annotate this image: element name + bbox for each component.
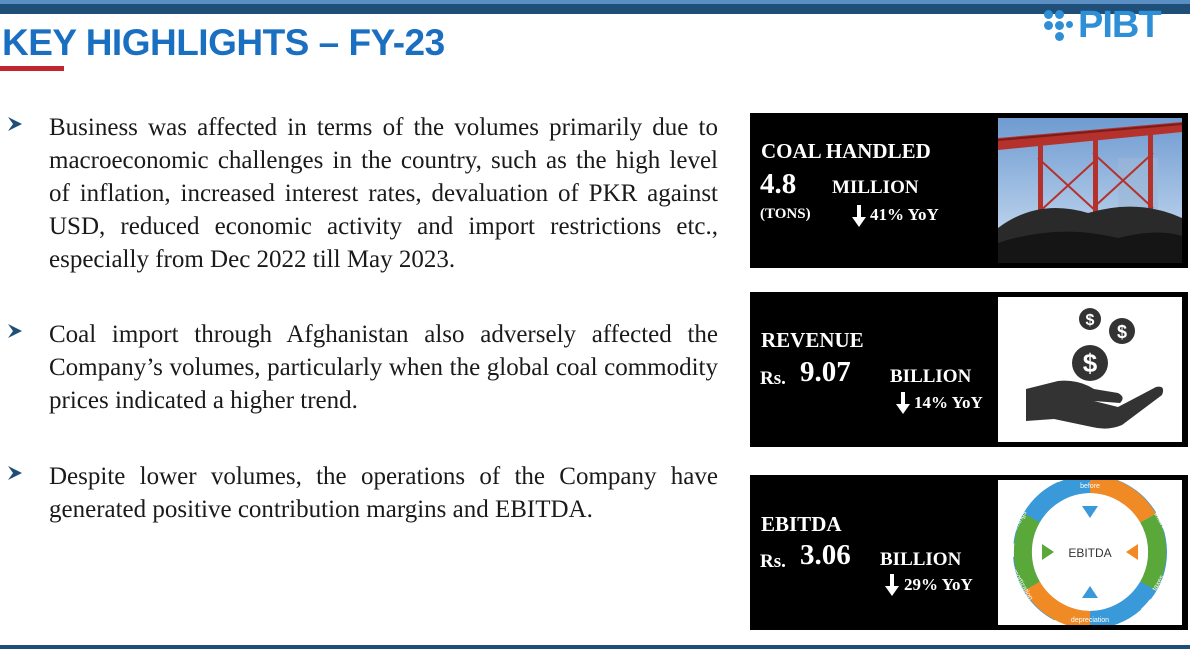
card-prefix: Rs. xyxy=(760,551,786,572)
down-arrow-icon xyxy=(852,205,866,227)
revenue-card xyxy=(750,292,1188,447)
hand-holding-money-icon xyxy=(998,297,1182,442)
diagram-segment-label: depreciation xyxy=(1070,617,1110,624)
card-label: EBITDA xyxy=(761,512,842,536)
bullet-text: Business was affected in terms of the volumes primarily due to macroeconomic challenges in the country, such as the high level of inflation, increased interest rates, devaluation of PKR against USD, reduced economic activity and import restrictions etc., especially from Dec 2022 till May 2023. xyxy=(49,114,718,273)
ebitda-cycle-diagram xyxy=(998,480,1182,625)
arrow-bullet-icon xyxy=(6,115,24,133)
diagram-segment-label: before xyxy=(1080,483,1100,490)
diagram-segment-label: earnings xyxy=(1008,509,1029,537)
coal-conveyor-photo xyxy=(998,118,1182,263)
arrow-bullet-icon xyxy=(6,322,24,340)
down-arrow-icon xyxy=(896,392,910,414)
card-label: COAL HANDLED xyxy=(761,139,931,163)
arrow-bullet-icon xyxy=(6,464,24,482)
card-prefix: Rs. xyxy=(760,368,786,389)
logo-mark-icon xyxy=(1044,8,1074,42)
card-value: 4.8 xyxy=(760,168,797,200)
bullet-text: Coal import through Afghanistan also adversely affected the Company’s volumes, particularly when the global coal commodity prices indicated a higher trend. xyxy=(49,321,718,414)
card-label: REVENUE xyxy=(761,328,864,352)
diagram-segment-label: amortization xyxy=(1008,564,1034,602)
top-accent-stripe xyxy=(0,0,1190,4)
diagram-center-label: EBITDA xyxy=(1068,546,1112,560)
card-unit: BILLION xyxy=(890,366,972,387)
page-title: KEY HIGHLIGHTS – FY-23 xyxy=(2,22,445,63)
ebitda-card xyxy=(750,475,1188,630)
down-arrow-icon xyxy=(885,574,899,596)
card-change: 14% YoY xyxy=(914,393,983,412)
svg-text:$: $ xyxy=(1085,312,1095,329)
diagram-segment-label: interest xyxy=(1152,511,1171,535)
bullet-item xyxy=(0,318,718,417)
card-value: 3.06 xyxy=(800,539,851,571)
card-change: 41% YoY xyxy=(870,205,939,224)
svg-text:$: $ xyxy=(1116,322,1128,342)
bullet-item xyxy=(0,111,718,276)
card-value: 9.07 xyxy=(800,356,851,388)
bottom-accent-bar xyxy=(0,645,1190,649)
card-change: 29% YoY xyxy=(904,575,973,594)
logo-text: PIBT xyxy=(1078,4,1161,46)
company-logo xyxy=(1044,4,1184,46)
diagram-segment-label: taxes xyxy=(1151,574,1166,593)
bullet-text: Despite lower volumes, the operations of the Company have generated positive contribution margins and EBITDA. xyxy=(49,463,718,523)
card-unit: MILLION xyxy=(832,177,919,198)
title-underline xyxy=(0,66,64,71)
card-subunit: (TONS) xyxy=(760,206,811,222)
card-unit: BILLION xyxy=(880,549,962,570)
bullet-item xyxy=(0,460,718,526)
coal-handled-card xyxy=(750,113,1188,268)
svg-text:$: $ xyxy=(1082,348,1098,378)
